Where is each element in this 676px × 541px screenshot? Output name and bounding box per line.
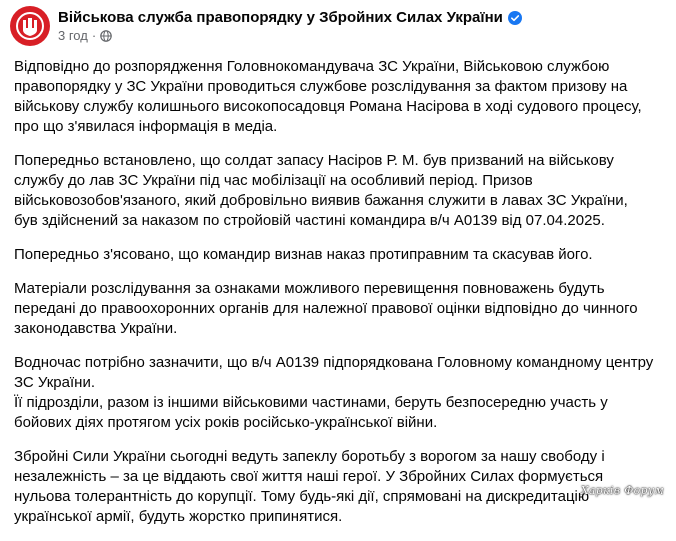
post-paragraph-5: Водночас потрібно зазначити, що в/ч А0139 підпорядкована Головному командному центру ЗС України. xyxy=(14,354,654,391)
page-name-row xyxy=(58,9,522,26)
post-meta xyxy=(58,28,522,43)
post-paragraph-3: Попередньо з'ясовано, що командир визнав наказ протиправним та скасував його. xyxy=(14,246,593,263)
page-avatar[interactable] xyxy=(10,6,50,46)
post-paragraph-2: Попередньо встановлено, що солдат запасу Насіров Р. М. був призваний на військову службу до лав ЗС України під час мобілізації на особливий період. Призов військовозобов'язаного, який добровільно виявив бажання служити в лавах ЗС України, був здійснений за наказом по стройовій частині командира в/ч А0139 від 07.04.2025. xyxy=(14,152,628,229)
post-paragraph-4: Матеріали розслідування за ознаками можливого перевищення повноважень будуть передані до правоохоронних органів для належної правової оцінки відповідно до чинного законодавства України. xyxy=(14,280,638,337)
post-timestamp[interactable]: 3 год xyxy=(58,28,88,43)
vsp-emblem-icon xyxy=(15,11,45,41)
post-text xyxy=(14,57,654,541)
meta-separator: · xyxy=(91,28,97,43)
header-text xyxy=(58,9,522,43)
globe-icon[interactable] xyxy=(100,30,112,42)
verified-badge-icon xyxy=(508,11,522,25)
post-paragraph-7: Збройні Сили України сьогодні ведуть запеклу боротьбу з ворогом за нашу свободу і незалежність – за це віддають свої життя наші герої. У Збройних Силах формується нульова толерантність до корупції. Тому будь-які дії, спрямовані на дискредитацію української армії, будуть жорстко припинятися. xyxy=(14,448,605,525)
page-name-link[interactable]: Військова служба правопорядку у Збройних Силах України xyxy=(58,9,503,26)
post-paragraph-1: Відповідно до розпорядження Головнокомандувача ЗС України, Військовою службою правопорядку у ЗС України проводиться службове розслідування за фактом призову на військову службу колишнього високопосадовця Романа Насірова в ході судового процесу, про що з'явилася інформація в медіа. xyxy=(14,58,642,135)
watermark: Харків Форум xyxy=(580,484,664,497)
post-paragraph-6: Її підрозділи, разом із іншими військовими частинами, беруть безпосередню участь у бойових діях протягом усіх років російсько-української війни. xyxy=(14,394,608,431)
post-header xyxy=(10,6,666,46)
